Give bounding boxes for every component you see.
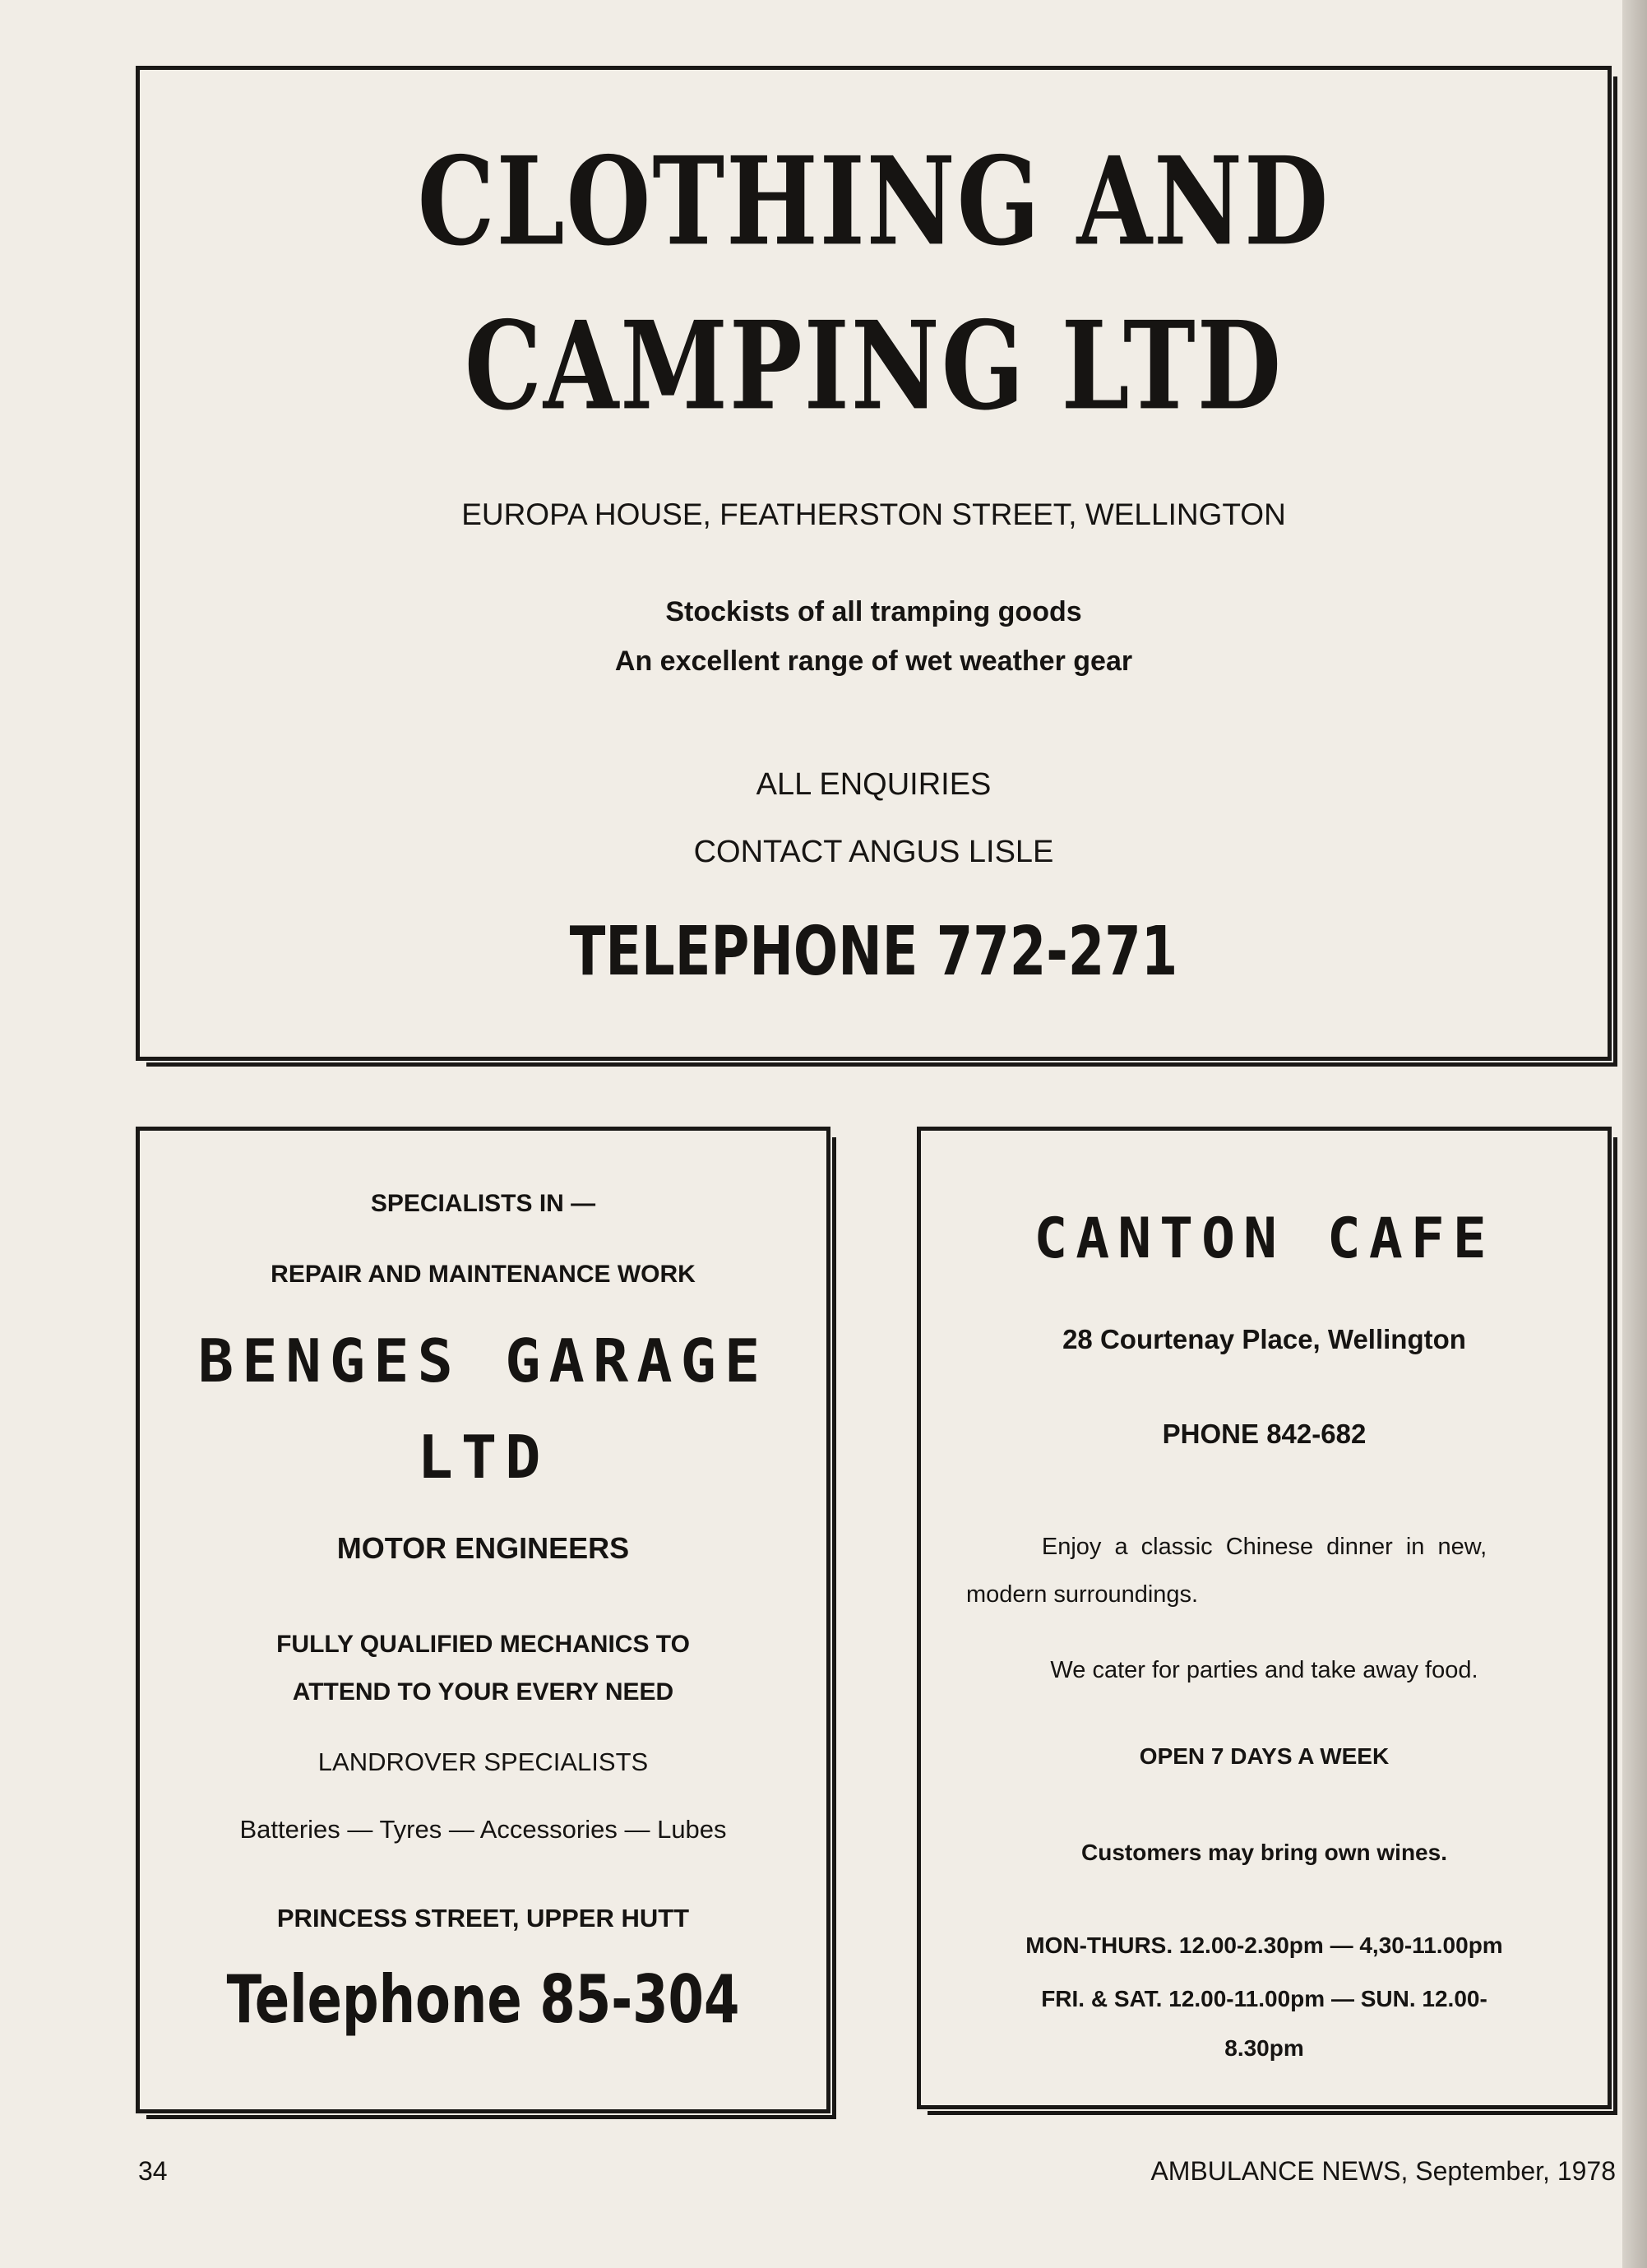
clothing-enquiries: ALL ENQUIRIES [756,767,992,802]
garage-mechanics-line1: FULLY QUALIFIED MECHANICS TO [276,1631,690,1658]
canton-cafe-ad [917,1127,1612,2109]
cafe-phone: PHONE 842-682 [1162,1419,1367,1449]
clothing-contact: CONTACT ANGUS LISLE [693,835,1054,869]
benges-garage-ad [136,1127,830,2113]
page-edge-shadow [1622,0,1647,2268]
clothing-tagline-2: An excellent range of wet weather gear [614,646,1133,677]
garage-name-line1: BENGES GARAGE [197,1326,769,1396]
page-number: 34 [138,2156,168,2186]
cafe-description-line1: Enjoy a classic Chinese dinner in new, [1041,1534,1487,1560]
garage-landrover: LANDROVER SPECIALISTS [317,1747,649,1776]
clothing-tagline-1: Stockists of all tramping goods [665,596,1082,627]
cafe-hours-line2: FRI. & SAT. 12.00-11.00pm — SUN. 12.00- [1041,1986,1487,2011]
garage-engineers: MOTOR ENGINEERS [336,1531,630,1565]
cafe-catering: We cater for parties and take away food. [1050,1657,1478,1683]
cafe-name: CANTON CAFE [1034,1206,1495,1271]
garage-location: PRINCESS STREET, UPPER HUTT [276,1904,690,1932]
garage-mechanics-line2: ATTEND TO YOUR EVERY NEED [292,1678,674,1706]
garage-telephone: Telephone 85-304 [226,1961,740,2038]
garage-repair: REPAIR AND MAINTENANCE WORK [271,1261,696,1288]
clothing-title-line1: CLOTHING AND [417,129,1330,273]
garage-specialists: SPECIALISTS IN — [370,1190,596,1217]
cafe-open-days: OPEN 7 DAYS A WEEK [1139,1743,1390,1769]
cafe-hours-line1: MON-THURS. 12.00-2.30pm — 4,30-11.00pm [1025,1932,1503,1958]
cafe-wines: Customers may bring own wines. [1081,1840,1447,1865]
clothing-title-line2: CAMPING LTD [464,294,1284,437]
garage-name-line2: LTD [417,1423,549,1492]
clothing-camping-ad [136,66,1612,1061]
clothing-telephone: TELEPHONE 772-271 [569,913,1178,991]
cafe-description-line2: modern surroundings. [966,1581,1199,1608]
cafe-hours-line3: 8.30pm [1224,2035,1304,2061]
garage-services: Batteries — Tyres — Accessories — Lubes [239,1815,727,1844]
clothing-address: EUROPA HOUSE, FEATHERSTON STREET, WELLINGTON [461,498,1286,531]
cafe-address: 28 Courtenay Place, Wellington [1062,1324,1466,1354]
publication-footer: AMBULANCE NEWS, September, 1978 [1150,2156,1616,2186]
